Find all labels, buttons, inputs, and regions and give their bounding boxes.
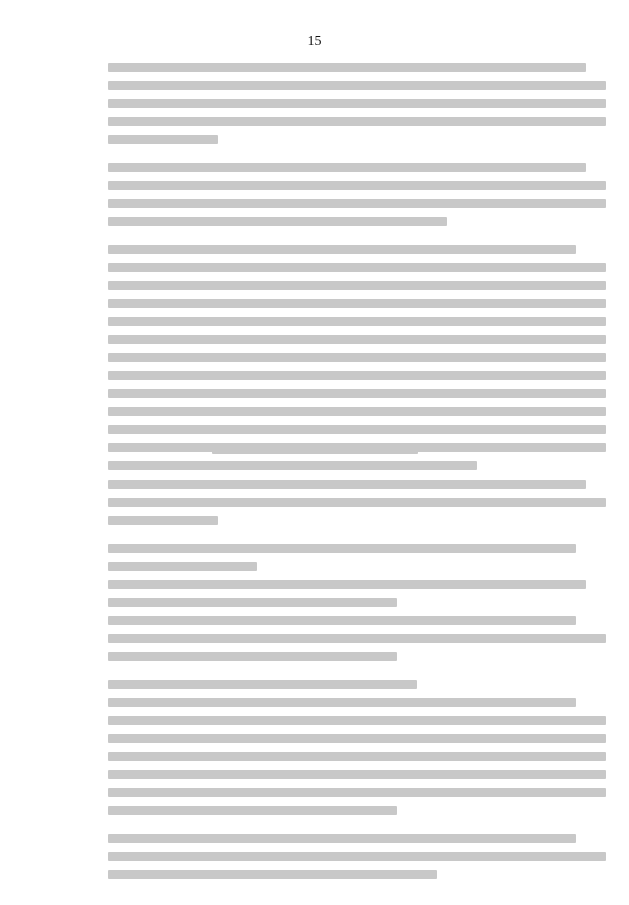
text-line	[108, 634, 606, 643]
text-line	[108, 199, 606, 208]
text-line	[108, 63, 586, 72]
text-line	[108, 181, 606, 190]
text-line	[108, 135, 218, 144]
text-line	[108, 117, 606, 126]
section-heading-placeholder	[0, 445, 629, 454]
text-line	[108, 806, 397, 815]
text-line	[108, 698, 576, 707]
text-line	[108, 870, 437, 879]
text-line	[108, 716, 606, 725]
text-line	[108, 616, 576, 625]
text-line	[108, 263, 606, 272]
text-line	[108, 516, 218, 525]
text-line	[108, 680, 417, 689]
text-line	[108, 834, 576, 843]
text-line	[108, 580, 586, 589]
text-line	[108, 335, 606, 344]
text-block-lower	[108, 480, 606, 888]
page-number: 15	[307, 34, 322, 49]
text-line	[108, 281, 606, 290]
text-line	[108, 770, 606, 779]
text-line	[108, 299, 606, 308]
text-line	[108, 498, 606, 507]
text-line	[108, 852, 606, 861]
text-line	[108, 407, 606, 416]
text-line	[108, 317, 606, 326]
text-line	[108, 425, 606, 434]
text-line	[108, 389, 606, 398]
text-line	[108, 81, 606, 90]
text-line	[108, 163, 586, 172]
text-line	[108, 371, 606, 380]
text-line	[108, 245, 576, 254]
text-line	[108, 461, 477, 470]
text-line	[108, 480, 586, 489]
text-line	[108, 544, 576, 553]
text-line	[108, 99, 606, 108]
text-line	[108, 217, 447, 226]
text-line	[108, 652, 397, 661]
text-line	[108, 734, 606, 743]
text-line	[108, 788, 606, 797]
text-block-upper	[108, 63, 606, 479]
text-line	[108, 353, 606, 362]
text-line	[108, 562, 257, 571]
text-line	[108, 752, 606, 761]
text-line	[212, 445, 418, 454]
text-line	[108, 598, 397, 607]
